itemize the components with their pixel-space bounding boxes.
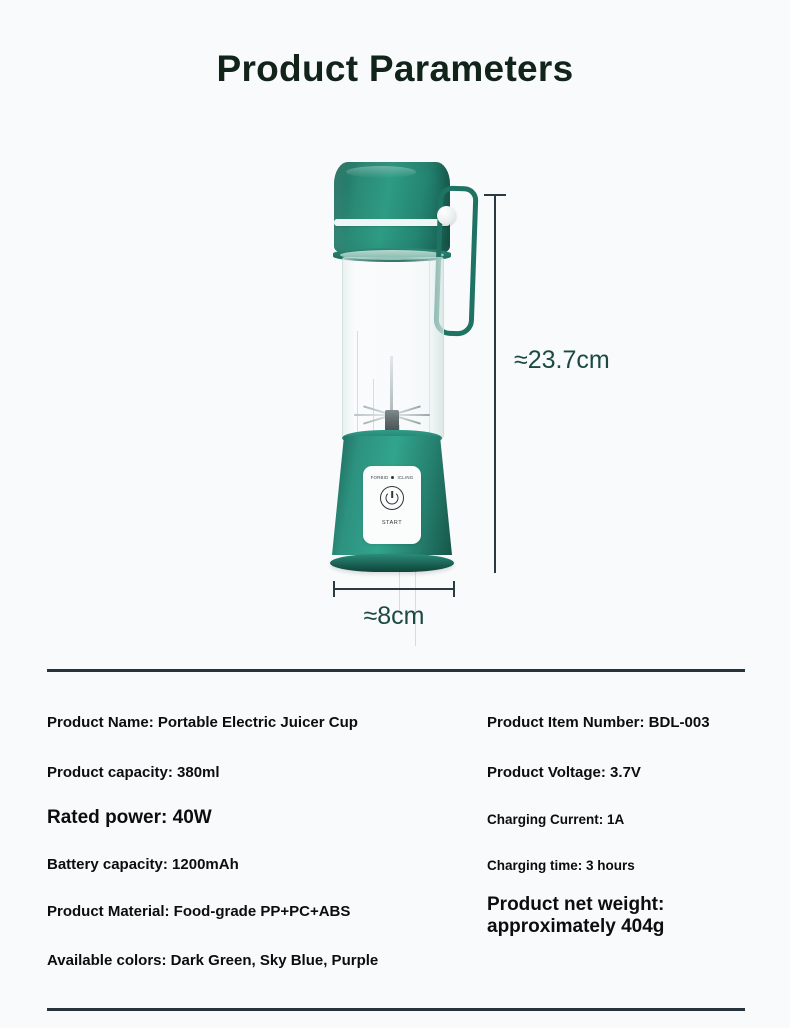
strap-bead bbox=[437, 206, 456, 225]
spec-rated-power: Rated power: 40W bbox=[47, 807, 212, 828]
base-foot bbox=[330, 554, 454, 572]
control-panel bbox=[363, 466, 421, 544]
height-dimension-label: ≈23.7cm bbox=[514, 346, 610, 374]
width-dimension-label-wrap bbox=[0, 602, 790, 631]
divider-top bbox=[47, 669, 745, 672]
spec-net-weight bbox=[487, 894, 664, 939]
spec-product-voltage: Product Voltage: 3.7V bbox=[487, 764, 641, 781]
spec-battery-capacity: Battery capacity: 1200mAh bbox=[47, 856, 239, 873]
blade-shaft bbox=[390, 356, 393, 414]
lid-highlight bbox=[346, 166, 416, 178]
spec-charging-time: Charging time: 3 hours bbox=[487, 858, 635, 873]
panel-branding-text bbox=[371, 475, 414, 480]
spec-net-weight-line1: Product net weight: bbox=[487, 894, 665, 915]
height-dimension-line bbox=[494, 195, 496, 573]
juicer-cup-graphic bbox=[324, 162, 472, 587]
start-label: START bbox=[381, 520, 403, 526]
panel-indicator-dot bbox=[391, 476, 394, 479]
spec-product-capacity: Product capacity: 380ml bbox=[47, 764, 220, 781]
page-title: Product Parameters bbox=[216, 48, 574, 89]
power-icon[interactable] bbox=[380, 486, 404, 510]
panel-top-left-label: FORBID bbox=[370, 475, 389, 480]
width-dimension-label: ≈8cm bbox=[363, 602, 425, 630]
lid-white-band bbox=[334, 219, 450, 226]
specification-section bbox=[0, 690, 790, 1000]
spec-net-weight-line2: approximately 404g bbox=[487, 916, 665, 938]
spec-product-name: Product Name: Portable Electric Juicer Cup bbox=[47, 714, 358, 731]
spec-item-number: Product Item Number: BDL-003 bbox=[487, 714, 710, 731]
juicer-lid bbox=[334, 162, 450, 252]
panel-top-right-label: ICLING bbox=[397, 475, 414, 480]
blade-hub bbox=[385, 410, 399, 432]
spec-product-material: Product Material: Food-grade PP+PC+ABS bbox=[47, 903, 351, 920]
spec-available-colors: Available colors: Dark Green, Sky Blue, Purple bbox=[47, 952, 379, 969]
divider-bottom bbox=[47, 1008, 745, 1011]
product-illustration bbox=[0, 150, 790, 650]
width-dimension-line bbox=[333, 588, 455, 590]
spec-charging-current: Charging Current: 1A bbox=[487, 812, 625, 827]
